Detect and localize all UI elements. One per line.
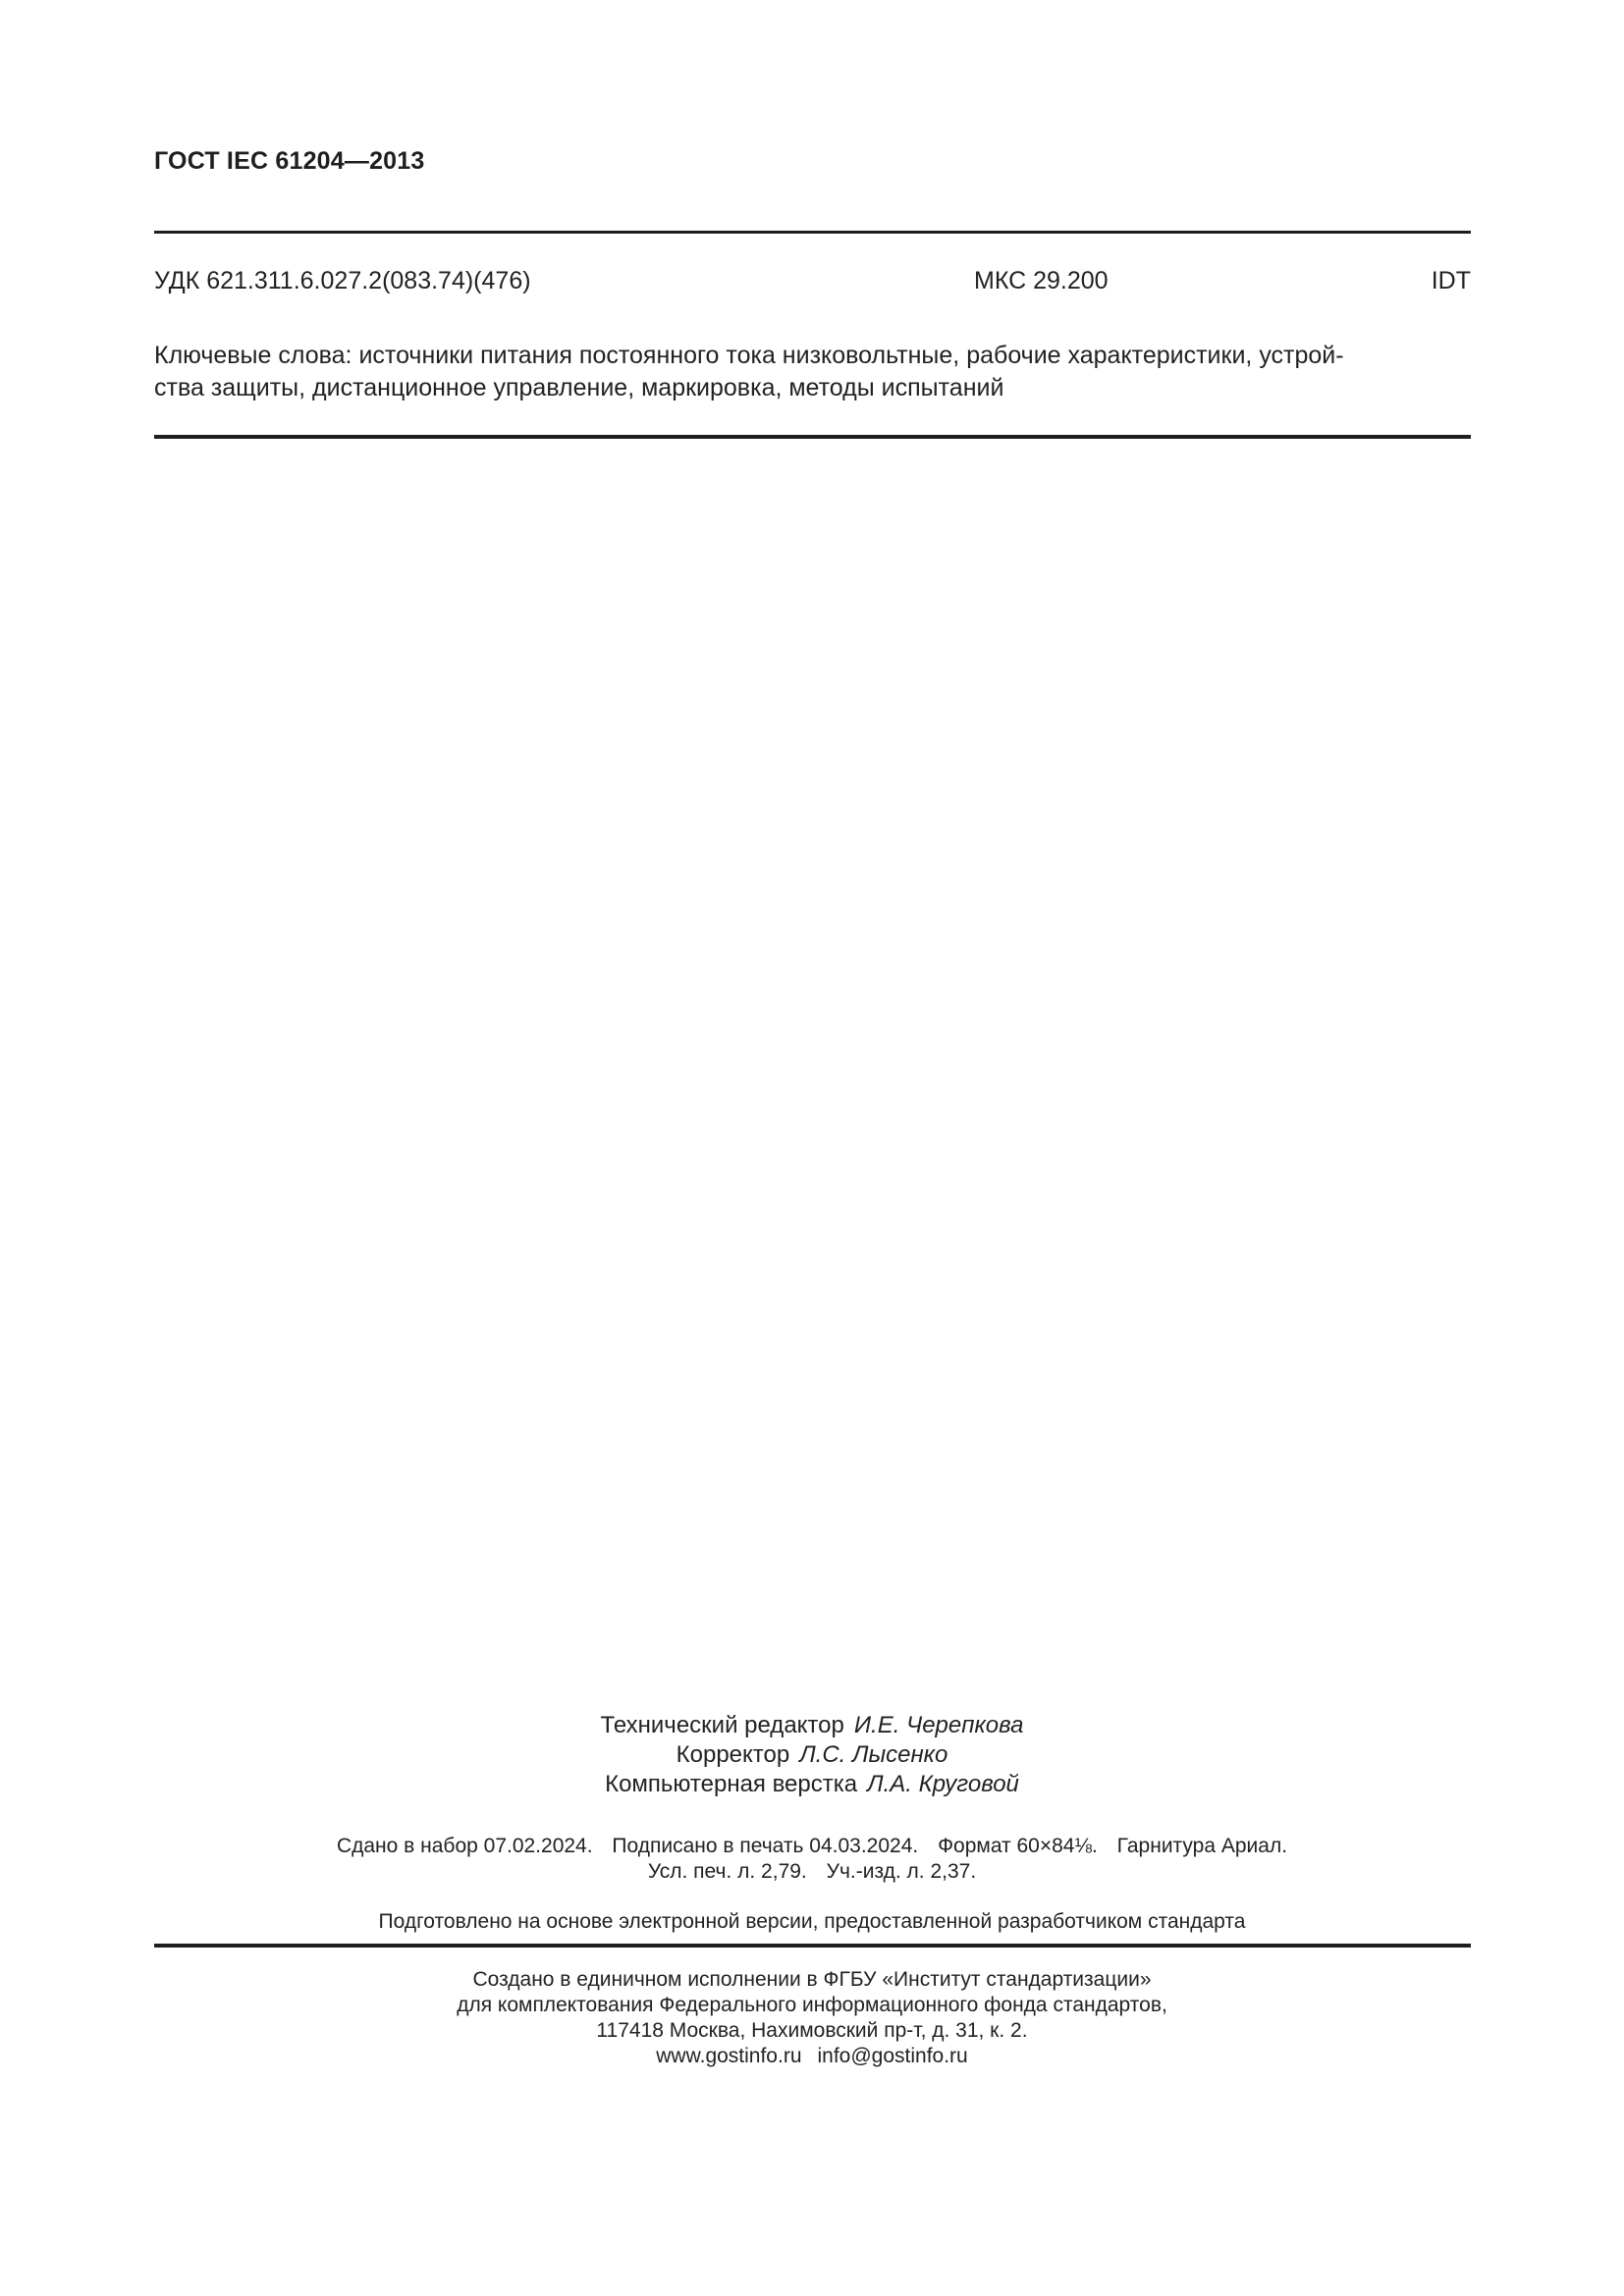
keywords-divider xyxy=(154,435,1471,439)
publisher-block xyxy=(0,1967,1624,2069)
document-title: ГОСТ IEC 61204—2013 xyxy=(154,147,425,175)
udk-code: УДК 621.311.6.027.2(083.74)(476) xyxy=(154,267,531,294)
top-divider xyxy=(154,231,1471,234)
publisher-line-1: Создано в единичном исполнении в ФГБУ «Институт стандартизации» xyxy=(472,1968,1152,1991)
publisher-line-2: для комплектования Федерального информационного фонда стандартов, xyxy=(457,1994,1167,2016)
keywords-line-1: Ключевые слова: источники питания постоянного тока низковольтные, рабочие характеристики, устрой- xyxy=(154,342,1344,369)
credit-name: Л.А. Круговой xyxy=(867,1771,1019,1797)
imprint-typeface: Гарнитура Ариал. xyxy=(1116,1835,1288,1857)
credit-name: Л.С. Лысенко xyxy=(799,1741,948,1768)
imprint-submitted: Сдано в набор 07.02.2024. xyxy=(336,1835,593,1857)
credit-name: И.Е. Черепкова xyxy=(853,1712,1024,1738)
website-link[interactable]: www.gostinfo.ru xyxy=(656,2045,802,2067)
imprint-print-sheets: Усл. печ. л. 2,79. xyxy=(647,1860,807,1883)
credit-tech-editor xyxy=(0,1711,1624,1740)
credit-role: Компьютерная верстка xyxy=(605,1771,858,1797)
keywords-line-2: ства защиты, дистанционное управление, маркировка, методы испытаний xyxy=(154,374,1004,401)
mks-code: МКС 29.200 xyxy=(974,267,1109,294)
publisher-address: 117418 Москва, Нахимовский пр-т, д. 31, к. 2. xyxy=(596,2019,1028,2042)
imprint-format: Формат 60×84⅛. xyxy=(938,1835,1098,1857)
imprint-block xyxy=(0,1834,1624,1885)
credit-role: Технический редактор xyxy=(600,1712,844,1738)
credit-layout xyxy=(0,1770,1624,1799)
prepared-note: Подготовлено на основе электронной версии, предоставленной разработчиком стандарта xyxy=(378,1910,1246,1933)
classification-row xyxy=(154,267,1471,296)
publisher-contacts xyxy=(0,2044,1624,2069)
imprint-line-1 xyxy=(0,1834,1624,1859)
imprint-signed: Подписано в печать 04.03.2024. xyxy=(612,1835,919,1857)
email-link[interactable]: info@gostinfo.ru xyxy=(817,2045,968,2067)
credit-proofreader xyxy=(0,1740,1624,1770)
credits-block xyxy=(0,1711,1624,1799)
keywords-paragraph xyxy=(154,340,1475,404)
credit-role: Корректор xyxy=(676,1741,790,1768)
bottom-divider xyxy=(154,1944,1471,1948)
imprint-publisher-sheets: Уч.-изд. л. 2,37. xyxy=(826,1860,977,1883)
imprint-line-2 xyxy=(0,1859,1624,1885)
equivalence-degree: IDT xyxy=(1431,267,1471,294)
